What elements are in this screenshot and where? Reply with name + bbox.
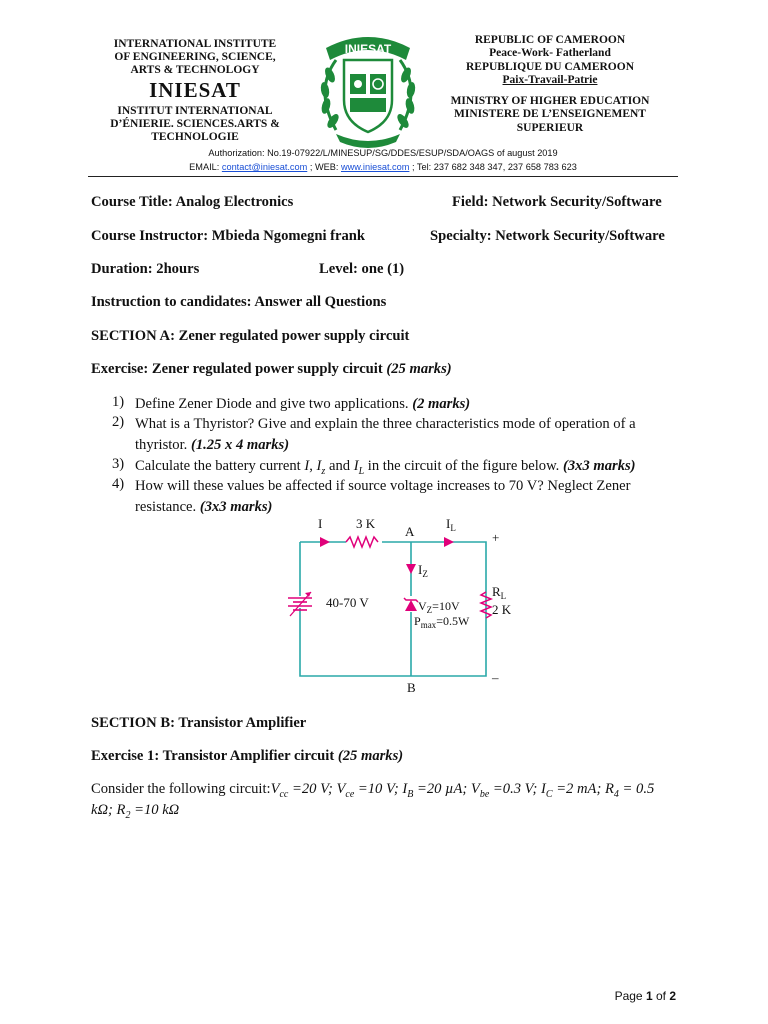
authorization-text: Authorization: No.19-07922/L/MINESUP/SG/DDES/ESUP/SDA/OAGS of august 2019 [208, 148, 558, 158]
circuit-parameters-line-2 [91, 802, 179, 821]
motto-en: Peace-Work- Fatherland [489, 47, 611, 60]
logo-banner-text: INIESAT [344, 42, 392, 56]
arrow-I [320, 537, 330, 547]
label-node-a: A [405, 524, 415, 539]
zener-diode [404, 596, 418, 612]
course-instructor: Course Instructor: Mbieda Ngomegni frank [91, 228, 366, 244]
question-1-number: 1) [112, 394, 125, 410]
motto-fr: Paix-Travail-Patrie [502, 73, 598, 86]
logo-shield [344, 60, 392, 132]
header-divider [88, 176, 678, 177]
question-1 [135, 394, 675, 415]
question-3-text-a: Calculate the battery current [135, 458, 305, 474]
consider-text: Consider the following circuit: [91, 781, 271, 797]
question-3-Iz: I [316, 458, 322, 474]
page-total: 2 [669, 989, 676, 1003]
question-2-number: 2) [112, 414, 125, 430]
question-3-I: I [304, 458, 310, 474]
question-4-text: How will these values be affected if source voltage increases to 70 V? Neglect Zener resistance. [135, 478, 631, 515]
page-current: 1 [645, 989, 653, 1003]
param-vcc: $V_{cc} =20$ V; [270, 781, 337, 800]
section-b-exercise [91, 748, 403, 765]
ministry-en: MINISTRY OF HIGHER EDUCATION [450, 95, 650, 108]
specialty: Specialty: Network Security/Software [430, 228, 665, 244]
exercise-1-marks: (25 marks) [337, 748, 404, 764]
iniesat-logo [306, 30, 430, 148]
section-a-heading: SECTION A: Zener regulated power supply circuit [91, 328, 410, 344]
ministry-fr-1: MINISTERE DE L’ENSEIGNEMENT [454, 108, 646, 121]
zener-circuit-diagram [280, 514, 530, 710]
question-2-marks: (1.25 x 4 marks) [190, 436, 290, 453]
web-link[interactable]: www.iniesat.com [340, 162, 410, 172]
param-ib: $I_B =20$ µA; [402, 781, 471, 800]
label-RL-value: 2 K [492, 602, 512, 617]
institute-name-fr-1: INSTITUT INTERNATIONAL [117, 105, 273, 117]
question-3: Calculate the battery current I, $I_z$ and $I_L$ in the circuit of the figure below. (3x3 marks) [135, 458, 636, 477]
question-1-text: Define Zener Diode and give two applications. [135, 396, 413, 412]
label-minus: – [492, 670, 499, 685]
republic-fr: REPUBLIQUE DU CAMEROON [465, 60, 635, 73]
question-2 [135, 414, 675, 455]
label-vz: $V_Z=10V$ [418, 599, 460, 615]
circuit-parameters-line-1 [91, 781, 654, 800]
institute-name-fr-2: D’ÉNIERIE. SCIENCES.ARTS & [110, 118, 280, 130]
param-r4-unit: kΩ; [91, 802, 117, 818]
label-pmax: $P_{max}=0.5W$ [414, 614, 470, 630]
arrow-Iz [406, 564, 416, 574]
institute-name-block [92, 38, 298, 144]
question-1-marks: (2 marks) [412, 396, 471, 412]
param-vbe: $V_{be} =0.3$ V; [470, 781, 542, 800]
question-2-text: What is a Thyristor? Give and explain the three characteristics mode of operation of a thyristor. [135, 416, 636, 453]
republic-en: REPUBLIC OF CAMEROON [474, 34, 626, 46]
phone-text: ; Tel: 237 682 348 347, 237 658 783 623 [409, 162, 577, 172]
institute-name-en-1: INTERNATIONAL INSTITUTE [113, 38, 277, 50]
email-label: EMAIL: [189, 162, 222, 172]
label-I: I [318, 516, 323, 531]
exercise-marks: (25 marks) [386, 361, 452, 377]
param-r2: $R_2 =10$ kΩ [116, 802, 180, 821]
exercise-title: Exercise: Zener regulated power supply circuit [91, 361, 387, 377]
exercise-1-title: Exercise 1: Transistor Amplifier circuit [91, 748, 338, 764]
label-RL: $R_L$ [492, 584, 507, 601]
label-IL: $I_L$ [446, 516, 456, 533]
question-3-IL-sub: L [358, 465, 365, 477]
question-3-text-b: in the circuit of the figure below. [364, 458, 563, 474]
section-a-exercise [91, 361, 452, 378]
question-3-IL: I [353, 458, 359, 474]
question-3-Iz-sub: z [321, 465, 326, 477]
brand-name: INIESAT [149, 78, 241, 102]
question-4-number: 4) [112, 476, 125, 492]
label-resistor: 3 K [356, 516, 376, 531]
institute-name-en-2: OF ENGINEERING, SCIENCE, [114, 51, 276, 63]
duration: Duration: 2hours [91, 261, 200, 277]
instruction: Instruction to candidates: Answer all Questions [91, 294, 387, 310]
label-plus: + [492, 530, 500, 545]
label-Iz: $I_Z$ [418, 562, 428, 579]
question-3-and: and [325, 458, 354, 474]
question-3-marks: (3x3 marks) [562, 458, 636, 474]
course-title: Course Title: Analog Electronics [91, 194, 294, 210]
contact-line [88, 160, 678, 174]
institute-name-en-3: ARTS & TECHNOLOGY [130, 64, 260, 76]
page-of: of [652, 989, 670, 1003]
web-label: ; WEB: [307, 162, 341, 172]
institute-name-fr-3: TECHNOLOGIE [151, 131, 239, 143]
field: Field: Network Security/Software [452, 194, 662, 210]
param-r4: $R_4 = 0.5$ [604, 781, 655, 800]
question-4-marks: (3x3 marks) [199, 498, 273, 515]
page-label: Page [614, 989, 646, 1003]
email-link[interactable]: contact@iniesat.com [221, 162, 308, 172]
section-b-heading: SECTION B: Transistor Amplifier [91, 715, 307, 731]
resistor-3k [346, 537, 378, 547]
ministry-fr-2: SUPERIEUR [516, 121, 584, 134]
contact-block [88, 146, 678, 174]
question-3-number: 3) [112, 456, 125, 472]
label-node-b: B [407, 680, 416, 695]
republic-block [432, 34, 668, 135]
arrow-IL [444, 537, 454, 547]
param-vce: $V_{ce} =10$ V; [336, 781, 403, 800]
level: Level: one (1) [319, 261, 405, 277]
question-4 [135, 476, 675, 517]
param-ic: $I_C =2$ mA; [541, 781, 605, 800]
page-number [615, 989, 676, 1003]
label-source: 40-70 V [326, 595, 369, 610]
